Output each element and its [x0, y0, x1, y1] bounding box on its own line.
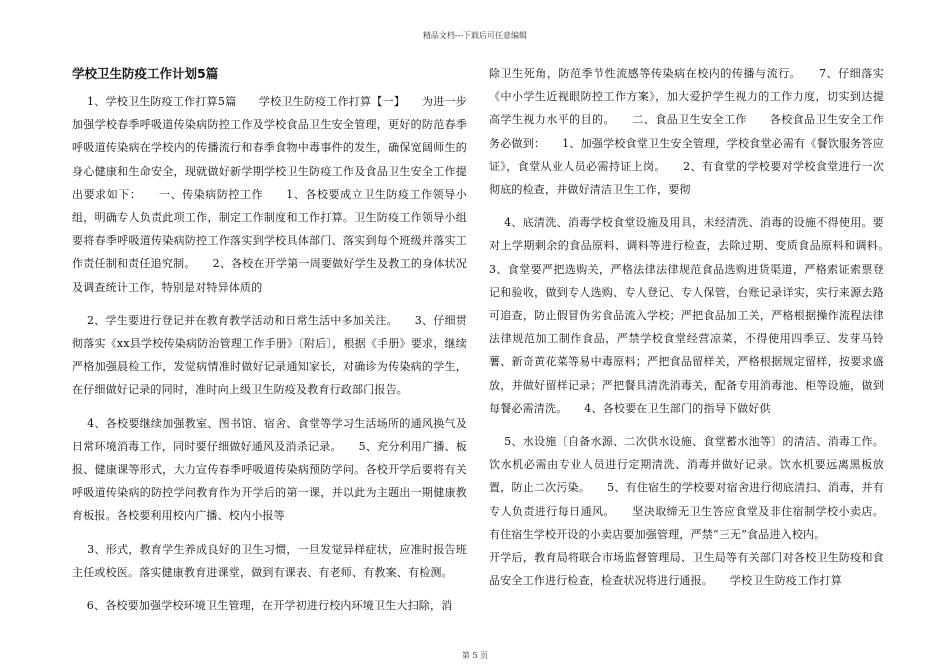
paragraph: 6、各校要加强学校环境卫生管理，在开学初进行校内环境卫生大扫除，消 [72, 599, 453, 613]
left-column [72, 62, 467, 617]
paragraph: 4、各校要继续加强教室、图书馆、宿舍、食堂等学习生活场所的通风换气及日常环境消毒工作，同时要仔细做好通风及消杀记录。 5、充分利用广播、板报、健康课等形式，大力宣传春季呼吸道传染病预防学问。各校开学后要将有关呼吸道传染病的防控学问教育作为开学后的第一课，并以此为主题出一期健康教育板报。各校要利用校内广播、校内小报等 [72, 416, 467, 523]
right-column [489, 62, 907, 592]
page-header: 精品文档---下载后可任意编辑 [422, 31, 528, 40]
paragraph: 除卫生死角，防范季节性流感等传染病在校内的传播与流行。 7、仔细落实《中小学生近视眼防控工作方案》，加大爱护学生视力的工作力度，切实到达提高学生视力水平的目的。 二、食品卫生安全工作 各校食品卫生安全工作务必做到： 1、加强学校食堂卫生安全管理，学校食堂必需有《餐饮服务答应证》，食堂从业人员必需持证上岗。 2、有食堂的学校要对学校食堂进行一次彻底的检查，并做好清洁卫生工作，要彻 [489, 67, 884, 197]
page-number: 第 5 页 [461, 651, 489, 660]
document-title: 学校卫生防疫工作计划5篇 [72, 66, 219, 81]
paragraph: 5、水设施〔自备水源、二次供水设施、食堂蓄水池等〕的清洁、消毒工作。饮水机必需由专业人员进行定期清洗、消毒并做好记录。饮水机要远离黑板放置，防止二次污染。 5、有住宿生的学校要对宿舍进行彻底清扫、消毒，并有专人负责进行每日通风。 坚决取缔无卫生答应食堂及非住宿制学校小卖店。有住宿生学校开设的小卖店要加强管理，严禁“三无”食品进入校内。 [489, 435, 884, 541]
paragraph: 开学后，教育局将联合市场监督管理局、卫生局等有关部门对各校卫生防疫和食品安全工作进行检查，检查状况将进行通报。 学校卫生防疫工作打算 [489, 551, 884, 588]
paragraph: 3、形式，教育学生养成良好的卫生习惯，一旦发觉异样症状，应准时报告班主任或校医。落实健康教育进课堂，做到有课表、有老师、有教案、有检测。 [72, 542, 467, 579]
paragraph: 1、学校卫生防疫工作打算5篇 学校卫生防疫工作打算【一】 为进一步加强学校春季呼吸道传染病防控工作及学校食品卫生安全管理，更好的防范春季呼吸道传染病在学校内的传播流行和春季食物中毒事件的发生，确保宽阔师生的身心健康和生命安全，现就做好新学期学校卫生防疫工作及食品卫生安全工作提出要求如下： 一、传染病防控工作 1、各校要成立卫生防疫工作领导小组，明确专人负责此项工作，制定工作制度和工作打算。卫生防疫工作领导小组要将春季呼吸道传染病防控工作落实到学校具体部门、落实到每个班级并落实工作责任制和责任追究制。 2、各校在开学第一周要做好学生及教工的身体状况及调查统计工作，特别是对特异体质的 [72, 95, 467, 294]
paragraph: 4、底清洗、消毒学校食堂设施及用具，未经清洗、消毒的设施不得使用。要对上学期剩余的食品原料、调料等进行检查，去除过期、变质食品原料和调料。 3、食堂要严把选购关，严格法律法律规范食品选购进货渠道，严格索证索票登记和验收，做到专人选购、专人登记、专人保管，台账记录详实，实行来源去路可追查，防止假冒伪劣食品流入学校；严把食品加工关，严格根据操作流程法律法律规范加工制作食品，严禁学校食堂经营凉菜，不得使用四季豆、发芽马铃薯、新奇黄花菜等易中毒原料；严把食品留样关，严格根据规定留样，按要求盛放，并做好留样记录；严把餐具清洗消毒关，配备专用消毒池、柜等设施，做到每餐必需清洗。 4、各校要在卫生部门的指导下做好供 [489, 216, 907, 415]
paragraph: 2、学生要进行登记并在教育教学活动和日常生活中多加关注。 3、仔细贯彻落实《xx县学校传染病防治管理工作手册》〔附后〕，根据《手册》要求，继续严格加强晨检工作，发觉病情准时做好记录通知家长，对确诊为传染病的学生，在仔细做好记录的同时，准时向上级卫生防疫及教育行政部门报告。 [72, 313, 467, 397]
